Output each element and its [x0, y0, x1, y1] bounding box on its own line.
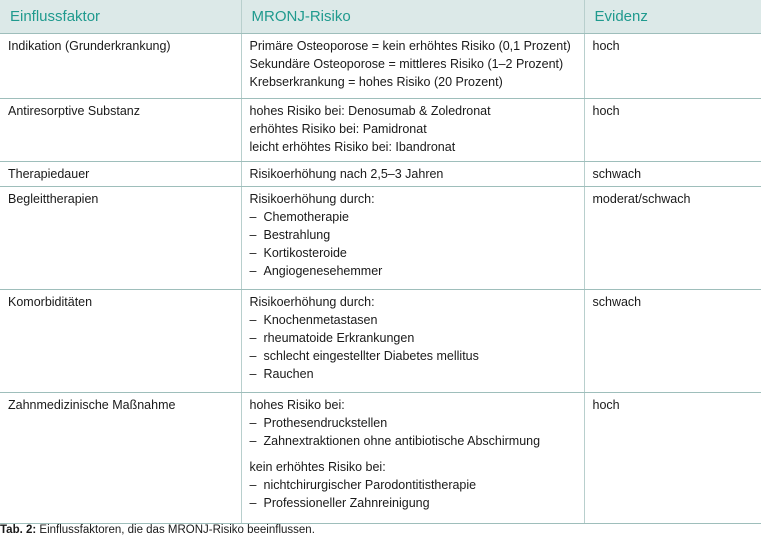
list-item-text: Kortikosteroide [263, 246, 347, 260]
table-row [0, 99, 761, 162]
list-item-text: Zahnextraktionen ohne antibiotische Abschirmung [263, 434, 541, 448]
dash-bullet: – [249, 367, 257, 381]
caption-text: Einflussfaktoren, die das MRONJ-Risiko beeinflussen. [36, 524, 315, 536]
risk-cell [241, 34, 584, 99]
factor-cell: Begleittherapien [0, 187, 241, 290]
evidence-cell: hoch [584, 99, 761, 162]
risk-cell [241, 99, 584, 162]
header-mronj-risiko: MRONJ-Risiko [241, 0, 584, 34]
risk-line: Sekundäre Osteoporose = mittleres Risiko (1–2 Prozent) [249, 57, 564, 71]
dash-bullet: – [249, 210, 257, 224]
list-item [250, 494, 578, 512]
list-item [250, 244, 578, 262]
evidence-cell: moderat/schwach [584, 187, 761, 290]
factor-cell: Komorbiditäten [0, 290, 241, 393]
list-item-text: Prothesendruckstellen [263, 416, 388, 430]
risk-line: erhöhtes Risiko bei: Pamidronat [249, 122, 427, 136]
spacer [250, 450, 578, 458]
list-item-text: Angiogenesehemmer [263, 264, 383, 278]
risk-cell [241, 290, 584, 393]
list-item-text: Professioneller Zahnreinigung [263, 496, 430, 510]
risk-intro: hohes Risiko bei: [249, 398, 345, 412]
risk-line: Primäre Osteoporose = kein erhöhtes Risiko (0,1 Prozent) [249, 39, 571, 53]
caption-label: Tab. 2: [0, 524, 37, 536]
evidence-cell: hoch [584, 34, 761, 99]
dash-bullet: – [249, 246, 257, 260]
dash-bullet: – [249, 434, 257, 448]
risk-line: hohes Risiko bei: Denosumab & Zoledronat [249, 104, 491, 118]
header-evidenz: Evidenz [584, 0, 761, 34]
table-row [0, 162, 761, 187]
list-item-text: Chemotherapie [263, 210, 349, 224]
list-item [250, 311, 578, 329]
table-header-row [0, 0, 761, 34]
header-einflussfaktor: Einflussfaktor [0, 0, 241, 34]
risk-cell [241, 393, 584, 524]
table-row [0, 187, 761, 290]
factor-cell: Antiresorptive Substanz [0, 99, 241, 162]
list-item [250, 347, 578, 365]
list-item-text: nichtchirurgischer Parodontitistherapie [263, 478, 477, 492]
list-item [250, 262, 578, 280]
list-item [250, 226, 578, 244]
dash-bullet: – [249, 264, 257, 278]
list-item [250, 476, 578, 494]
risk-line: Krebserkrankung = hohes Risiko (20 Prozent) [249, 75, 503, 89]
list-item-text: Bestrahlung [263, 228, 331, 242]
risk-line: Risikoerhöhung nach 2,5–3 Jahren [249, 167, 444, 181]
dash-bullet: – [249, 349, 257, 363]
dash-bullet: – [249, 228, 257, 242]
list-item-text: Rauchen [263, 367, 314, 381]
dash-bullet: – [249, 313, 257, 327]
table-caption [0, 524, 315, 536]
table-row [0, 290, 761, 393]
evidence-cell: hoch [584, 393, 761, 524]
risk-cell [241, 187, 584, 290]
dash-bullet: – [249, 478, 257, 492]
evidence-cell: schwach [584, 162, 761, 187]
list-item [250, 432, 578, 450]
risk-line: leicht erhöhtes Risiko bei: Ibandronat [249, 140, 456, 154]
list-item [250, 208, 578, 226]
evidence-cell: schwach [584, 290, 761, 393]
risk-intro: Risikoerhöhung durch: [249, 295, 375, 309]
list-item-text: Knochenmetastasen [263, 313, 378, 327]
factor-cell: Zahnmedizinische Maßnahme [0, 393, 241, 524]
risk-cell [241, 162, 584, 187]
factor-cell: Indikation (Grunderkrankung) [0, 34, 241, 99]
dash-bullet: – [249, 496, 257, 510]
risk-intro: kein erhöhtes Risiko bei: [249, 460, 386, 474]
table-row [0, 34, 761, 99]
risk-intro: Risikoerhöhung durch: [249, 192, 375, 206]
list-item-text: rheumatoide Erkrankungen [263, 331, 415, 345]
table-row [0, 393, 761, 524]
factor-cell: Therapiedauer [0, 162, 241, 187]
list-item [250, 329, 578, 347]
list-item [250, 414, 578, 432]
dash-bullet: – [249, 331, 257, 345]
list-item-text: schlecht eingestellter Diabetes mellitus [263, 349, 479, 363]
list-item [250, 365, 578, 383]
dash-bullet: – [249, 416, 257, 430]
